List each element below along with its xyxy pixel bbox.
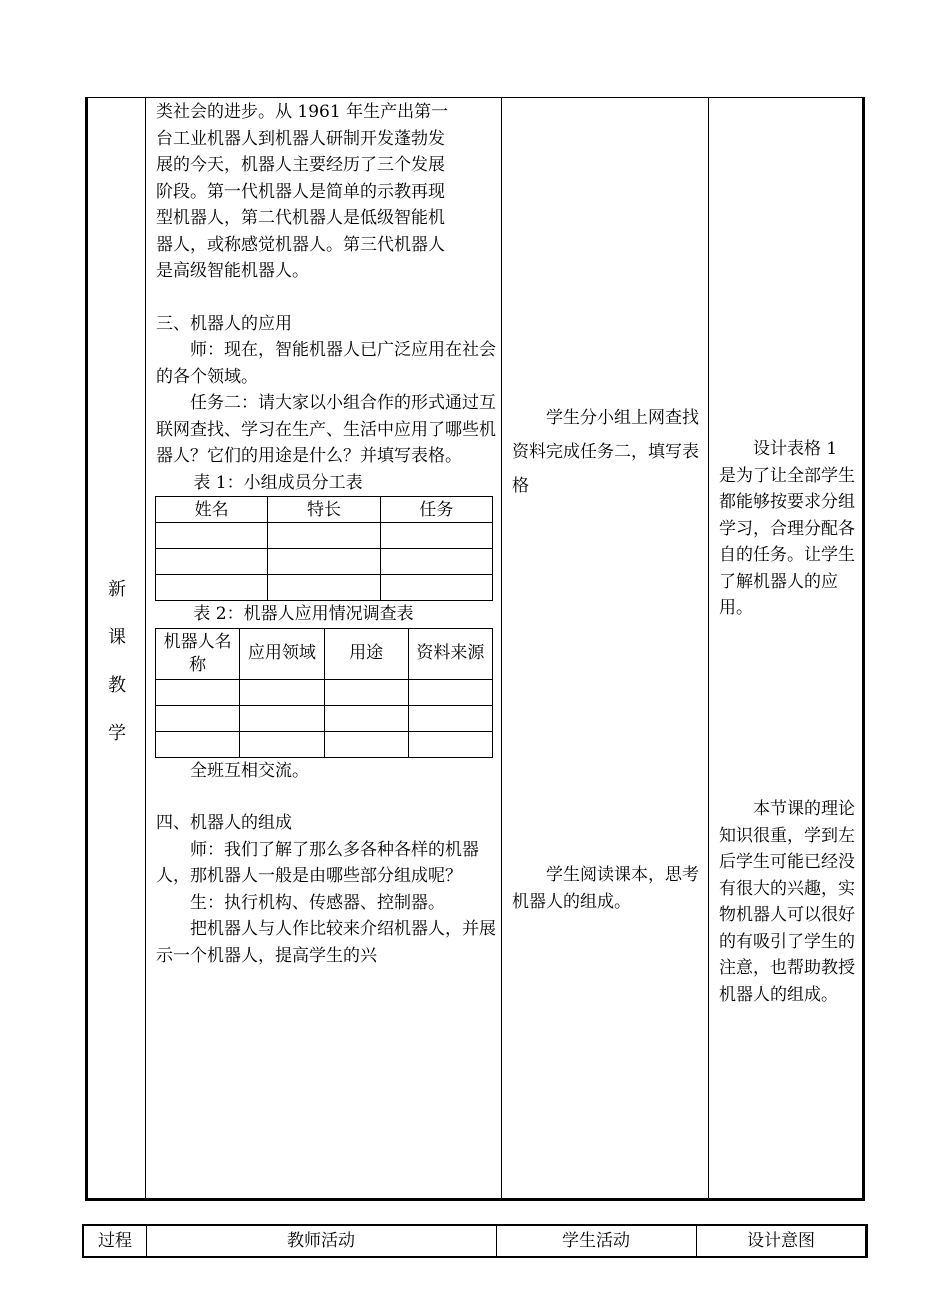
student-activity-1: 学生分小组上网查找资料完成任务二，填写表格 [512,408,699,496]
table-2-cell [408,705,492,731]
table-2-cell [324,679,408,705]
intro-line: 展的今天，机器人主要经历了三个发展 [156,155,445,175]
section-4-answer: 生：执行机构、传感器、控制器。 [190,892,445,913]
header-student-activity: 学生活动 [562,1231,630,1251]
lesson-table [85,97,865,1201]
table-2-header: 应用领域 [240,628,324,679]
table-2-cell [156,731,240,757]
section-4-title: 四、机器人的组成 [156,813,292,833]
student-activity-2: 学生阅读课本，思考机器人的组成。 [512,865,699,912]
task-2-paragraph: 任务二：请大家以小组合作的形式通过互联网查找、学习在生产、生活中应用了哪些机器人？它们的用途是什么？并填写表格。 [156,393,496,466]
table-2-robot-survey [155,628,493,758]
table-1-cell [380,575,492,601]
section-3-paragraph: 师：现在，智能机器人已广泛应用在社会的各个领域。 [156,340,496,387]
table-1-group-roles [155,496,493,601]
table-1-cell [268,575,380,601]
table-2-cell [408,731,492,757]
intro-line: 类社会的进步。从 1961 年生产出第一 [156,102,449,122]
table-1-cell [156,523,268,549]
table-2-cell [240,679,324,705]
col-divider [501,98,502,1198]
header-row-table [82,1224,868,1258]
intro-line: 器人，或称感觉机器人。第三代机器人 [156,234,445,255]
section-3-title: 三、机器人的应用 [156,313,292,334]
section-4-paragraph: 师：我们了解了那么多各种各样的机器人，那机器人一般是由哪些部分组成呢？ [156,839,479,886]
table-1-caption: 表 1：小组成员分工表 [193,472,363,493]
table-1-header: 任务 [380,497,492,523]
table-2-cell [408,679,492,705]
table-2-cell [156,705,240,731]
table-2-cell [240,731,324,757]
table-2-header: 资料来源 [408,628,492,679]
teacher-activity-cell [156,99,496,969]
class-exchange: 全班互相交流。 [190,760,309,781]
table-2-caption: 表 2：机器人应用情况调查表 [193,604,414,624]
section-4-paragraph: 把机器人与人作比较来介绍机器人，并展示一个机器人，提高学生的兴 [156,919,496,966]
table-1-cell [156,549,268,575]
row-label-new-lesson: 新 课 教 学 [108,579,126,744]
header-teacher-activity: 教师活动 [287,1231,355,1251]
header-design-intent: 设计意图 [747,1231,815,1251]
design-intent-1: 设计表格 1 是为了让全部学生都能够按要求分组学习，合理分配各自的任务。让学生了解机器人的应用。 [719,439,855,618]
intro-line: 型机器人，第二代机器人是低级智能机 [156,208,445,228]
header-process: 过程 [98,1231,132,1251]
table-1-cell [380,523,492,549]
table-1-header: 姓名 [156,497,268,523]
table-2-cell [156,679,240,705]
table-1-cell [268,549,380,575]
intro-line: 台工业机器人到机器人研制开发蓬勃发 [156,128,445,149]
table-1-cell [156,575,268,601]
table-1-cell [268,523,380,549]
table-2-header: 机器人名称 [156,628,240,679]
table-1-header: 特长 [268,497,380,523]
table-2-header: 用途 [324,628,408,679]
design-intent-2: 本节课的理论知识很重，学到左后学生可能已经没有很大的兴趣，实物机器人可以很好的有吸引了学生的注意，也帮助教授机器人的组成。 [719,799,855,1005]
table-1-cell [380,549,492,575]
intro-line: 阶段。第一代机器人是简单的示教再现 [156,181,445,202]
table-2-cell [324,731,408,757]
intro-line: 是高级智能机器人。 [156,261,309,281]
col-divider [708,98,709,1198]
table-2-cell [240,705,324,731]
table-2-cell [324,705,408,731]
